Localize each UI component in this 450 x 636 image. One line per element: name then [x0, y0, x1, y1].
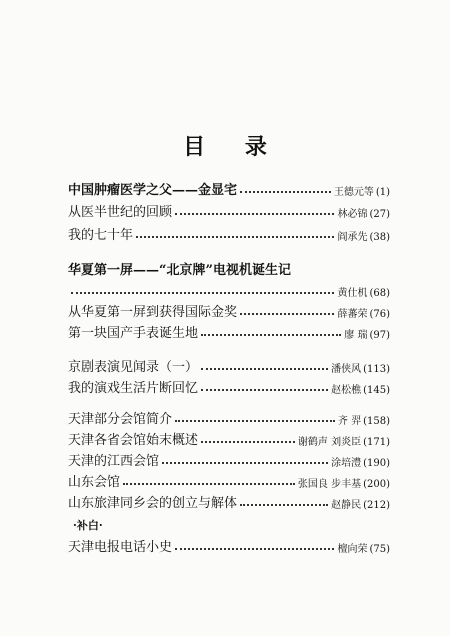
- dot-leader: [240, 187, 331, 193]
- dot-leader: [201, 385, 328, 391]
- entry-author: 赵松樵: [331, 385, 362, 396]
- entry-title: 京剧表演见闻录（一）: [68, 360, 199, 375]
- toc-entry[interactable]: [68, 225, 390, 243]
- entry-author: 薛蕃荣: [337, 309, 368, 320]
- dot-leader: [240, 500, 328, 506]
- entry-author: 黄仕机: [337, 288, 368, 299]
- entry-title: 天津各省会馆始末概述: [68, 433, 199, 448]
- entry-page: (68): [369, 288, 390, 299]
- entry-page: (1): [375, 187, 390, 198]
- entry-page: (212): [363, 500, 390, 511]
- dot-leader: [201, 364, 328, 370]
- toc-entry[interactable]: [68, 537, 390, 555]
- entry-author: 谢鹤声 刘炎臣: [297, 437, 362, 448]
- dot-leader: [175, 416, 335, 422]
- dot-leader: [162, 458, 328, 464]
- toc-entry[interactable]: [68, 357, 390, 375]
- entry-page: (97): [369, 330, 390, 341]
- entry-title: 从华夏第一屏到获得国际金奖: [68, 305, 238, 320]
- supplement-label: ·补白·: [73, 519, 103, 532]
- toc-entry[interactable]: [68, 493, 390, 511]
- entry-page: (190): [363, 458, 390, 469]
- toc-entry[interactable]: [68, 202, 390, 220]
- dot-leader: [240, 309, 334, 315]
- toc-entry[interactable]: [68, 378, 390, 396]
- entry-author: 檀向荣: [337, 544, 368, 555]
- dot-leader: [71, 288, 334, 294]
- entry-page: (158): [363, 416, 390, 427]
- entry-title: 山东旅津同乡会的创立与解体: [68, 496, 238, 511]
- entry-title: 我的演戏生活片断回忆: [68, 381, 199, 396]
- toc-entry[interactable]: [68, 409, 390, 427]
- entry-author: 张国良 步丰基: [297, 479, 362, 490]
- entry-title: 从医半世纪的回顾: [68, 205, 173, 220]
- entry-page: (27): [369, 209, 390, 220]
- entry-page: (145): [363, 385, 390, 396]
- entry-title: 山东会馆: [68, 475, 121, 490]
- entry-author: 涂培澧: [331, 458, 362, 469]
- dot-leader: [201, 330, 341, 336]
- entry-author: 齐 羿: [337, 416, 362, 427]
- dot-leader: [175, 209, 334, 215]
- entry-title: 我的七十年: [68, 228, 134, 243]
- toc-entry[interactable]: [68, 323, 390, 341]
- dot-leader: [123, 479, 295, 485]
- entry-author: 潘侠风: [331, 364, 362, 375]
- entry-title: 天津的江西会馆: [68, 454, 160, 469]
- entry-title: 华夏第一屏——“北京牌”电视机诞生记: [68, 263, 291, 278]
- entry-title: 中国肿瘤医学之父——金显宅: [68, 183, 238, 198]
- toc-entry[interactable]: [68, 302, 390, 320]
- entry-author: 廖 瑞: [344, 330, 368, 341]
- entry-page: (200): [363, 479, 390, 490]
- entry-title: 第一块国产手表诞生地: [68, 326, 199, 341]
- entry-page: (76): [369, 309, 390, 320]
- entry-page: (171): [363, 437, 390, 448]
- entry-author: 林必锦: [337, 209, 368, 220]
- entry-page: (38): [369, 232, 390, 243]
- dot-leader: [136, 232, 334, 238]
- entry-page: (75): [369, 544, 390, 555]
- entry-author: 阎承先: [337, 232, 368, 243]
- toc-entry[interactable]: [68, 472, 390, 490]
- entry-title: 天津电报电话小史: [68, 540, 173, 555]
- entry-page: (113): [363, 364, 390, 375]
- entry-author: 赵静民: [331, 500, 362, 511]
- entry-author: 王德元等: [333, 187, 374, 198]
- toc-entry[interactable]: [68, 260, 390, 278]
- entry-title: 天津部分会馆简介: [68, 412, 173, 427]
- page-title: 目 录: [183, 134, 283, 160]
- dot-leader: [175, 544, 334, 550]
- toc-entry[interactable]: [68, 451, 390, 469]
- toc-entry[interactable]: [68, 281, 390, 299]
- dot-leader: [201, 437, 295, 443]
- toc-entry[interactable]: [68, 180, 390, 198]
- toc-entry[interactable]: [68, 430, 390, 448]
